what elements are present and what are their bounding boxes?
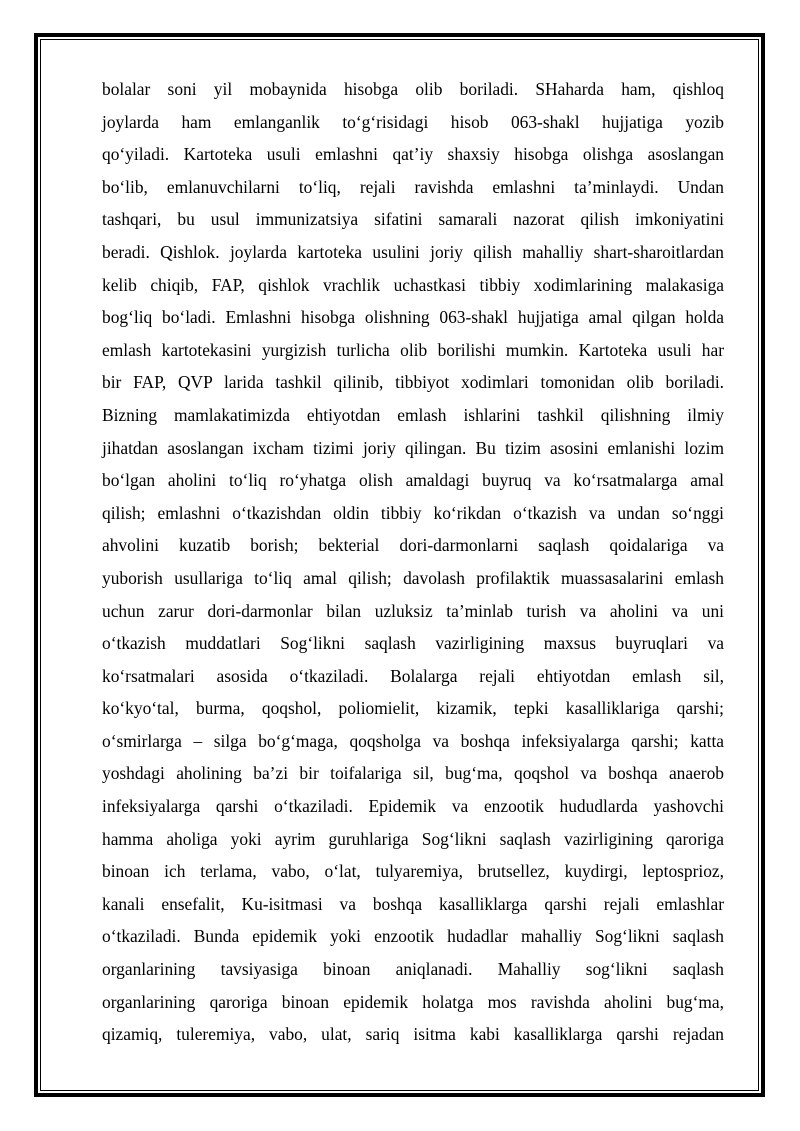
text-line: jihatdan asoslangan ixcham tizimi joriy qilingan. Bu tizim asosini emlanishi lozim	[102, 437, 724, 458]
text-line: kanali ensefalit, Ku-isitmasi va boshqa kasalliklarga qarshi rejali emlashlar	[102, 893, 724, 914]
text-line: organlarining qaroriga binoan epidemik holatga mos ravishda aholini bug‘ma,	[102, 991, 724, 1012]
text-line: binoan ich terlama, vabo, o‘lat, tulyaremiya, brutsellez, kuydirgi, leptosprioz,	[102, 861, 724, 882]
body-text	[102, 73, 724, 1051]
text-line: o‘smirlarga – silga bo‘g‘maga, qoqsholga va boshqa infeksiyalarga qarshi; katta	[102, 730, 724, 751]
text-line: ko‘rsatmalari asosida o‘tkaziladi. Bolalarga rejali ehtiyotdan emlash sil,	[102, 665, 724, 686]
text-line: bo‘lib, emlanuvchilarni to‘liq, rejali ravishda emlashni ta’minlaydi. Undan	[102, 176, 724, 197]
text-line: beradi. Qishlok. joylarda kartoteka usulini joriy qilish mahalliy shart-sharoitlardan	[102, 241, 724, 262]
text-line: bir FAP, QVP larida tashkil qilinib, tibbiyot xodimlari tomonidan olib boriladi.	[102, 372, 724, 393]
text-line: bo‘lgan aholini to‘liq ro‘yhatga olish amaldagi buyruq va ko‘rsatmalarga amal	[102, 470, 724, 491]
text-line: Bizning mamlakatimizda ehtiyotdan emlash ishlarini tashkil qilishning ilmiy	[102, 404, 724, 425]
text-line: infeksiyalarga qarshi o‘tkaziladi. Epidemik va enzootik hududlarda yashovchi	[102, 796, 724, 817]
text-line: kelib chiqib, FAP, qishlok vrachlik uchastkasi tibbiy xodimlarining malakasiga	[102, 274, 724, 295]
text-line: bog‘liq bo‘ladi. Emlashni hisobga olishning 063-shakl hujjatiga amal qilgan holda	[102, 307, 724, 328]
text-line: joylarda ham emlanganlik to‘g‘risidagi hisob 063-shakl hujjatiga yozib	[102, 111, 724, 132]
text-line: yoshdagi aholining ba’zi bir toifalariga sil, bug‘ma, qoqshol va boshqa anaerob	[102, 763, 724, 784]
text-line: o‘tkazish muddatlari Sog‘likni saqlash vazirligining maxsus buyruqlari va	[102, 633, 724, 654]
text-line: tashqari, bu usul immunizatsiya sifatini samarali nazorat qilish imkoniyatini	[102, 209, 724, 230]
text-line: qo‘yiladi. Kartoteka usuli emlashni qat’iy shaxsiy hisobga olishga asoslangan	[102, 144, 724, 165]
text-line: ko‘kyo‘tal, burma, qoqshol, poliomielit, kizamik, tepki kasalliklariga qarshi;	[102, 698, 724, 719]
text-line: hamma aholiga yoki ayrim guruhlariga Sog‘likni saqlash vazirligining qaroriga	[102, 828, 724, 849]
text-line: emlash kartotekasini yurgizish turlicha olib borilishi mumkin. Kartoteka usuli har	[102, 339, 724, 360]
text-line: organlarining tavsiyasiga binoan aniqlanadi. Mahalliy sog‘likni saqlash	[102, 959, 724, 980]
text-line: qilish; emlashni o‘tkazishdan oldin tibbiy ko‘rikdan o‘tkazish va undan so‘nggi	[102, 502, 724, 523]
text-line: qizamiq, tuleremiya, vabo, ulat, sariq isitma kabi kasalliklarga qarshi rejadan	[102, 1024, 724, 1045]
text-line: o‘tkaziladi. Bunda epidemik yoki enzootik hudadlar mahalliy Sog‘likni saqlash	[102, 926, 724, 947]
text-line: ahvolini kuzatib borish; bekterial dori-darmonlarni saqlash qoidalariga va	[102, 535, 724, 556]
text-line: uchun zarur dori-darmonlar bilan uzluksiz ta’minlab turish va aholini va uni	[102, 600, 724, 621]
text-line: yuborish usullariga to‘liq amal qilish; davolash profilaktik muassasalarini emlash	[102, 567, 724, 588]
text-line: bolalar soni yil mobaynida hisobga olib boriladi. SHaharda ham, qishloq	[102, 79, 724, 99]
